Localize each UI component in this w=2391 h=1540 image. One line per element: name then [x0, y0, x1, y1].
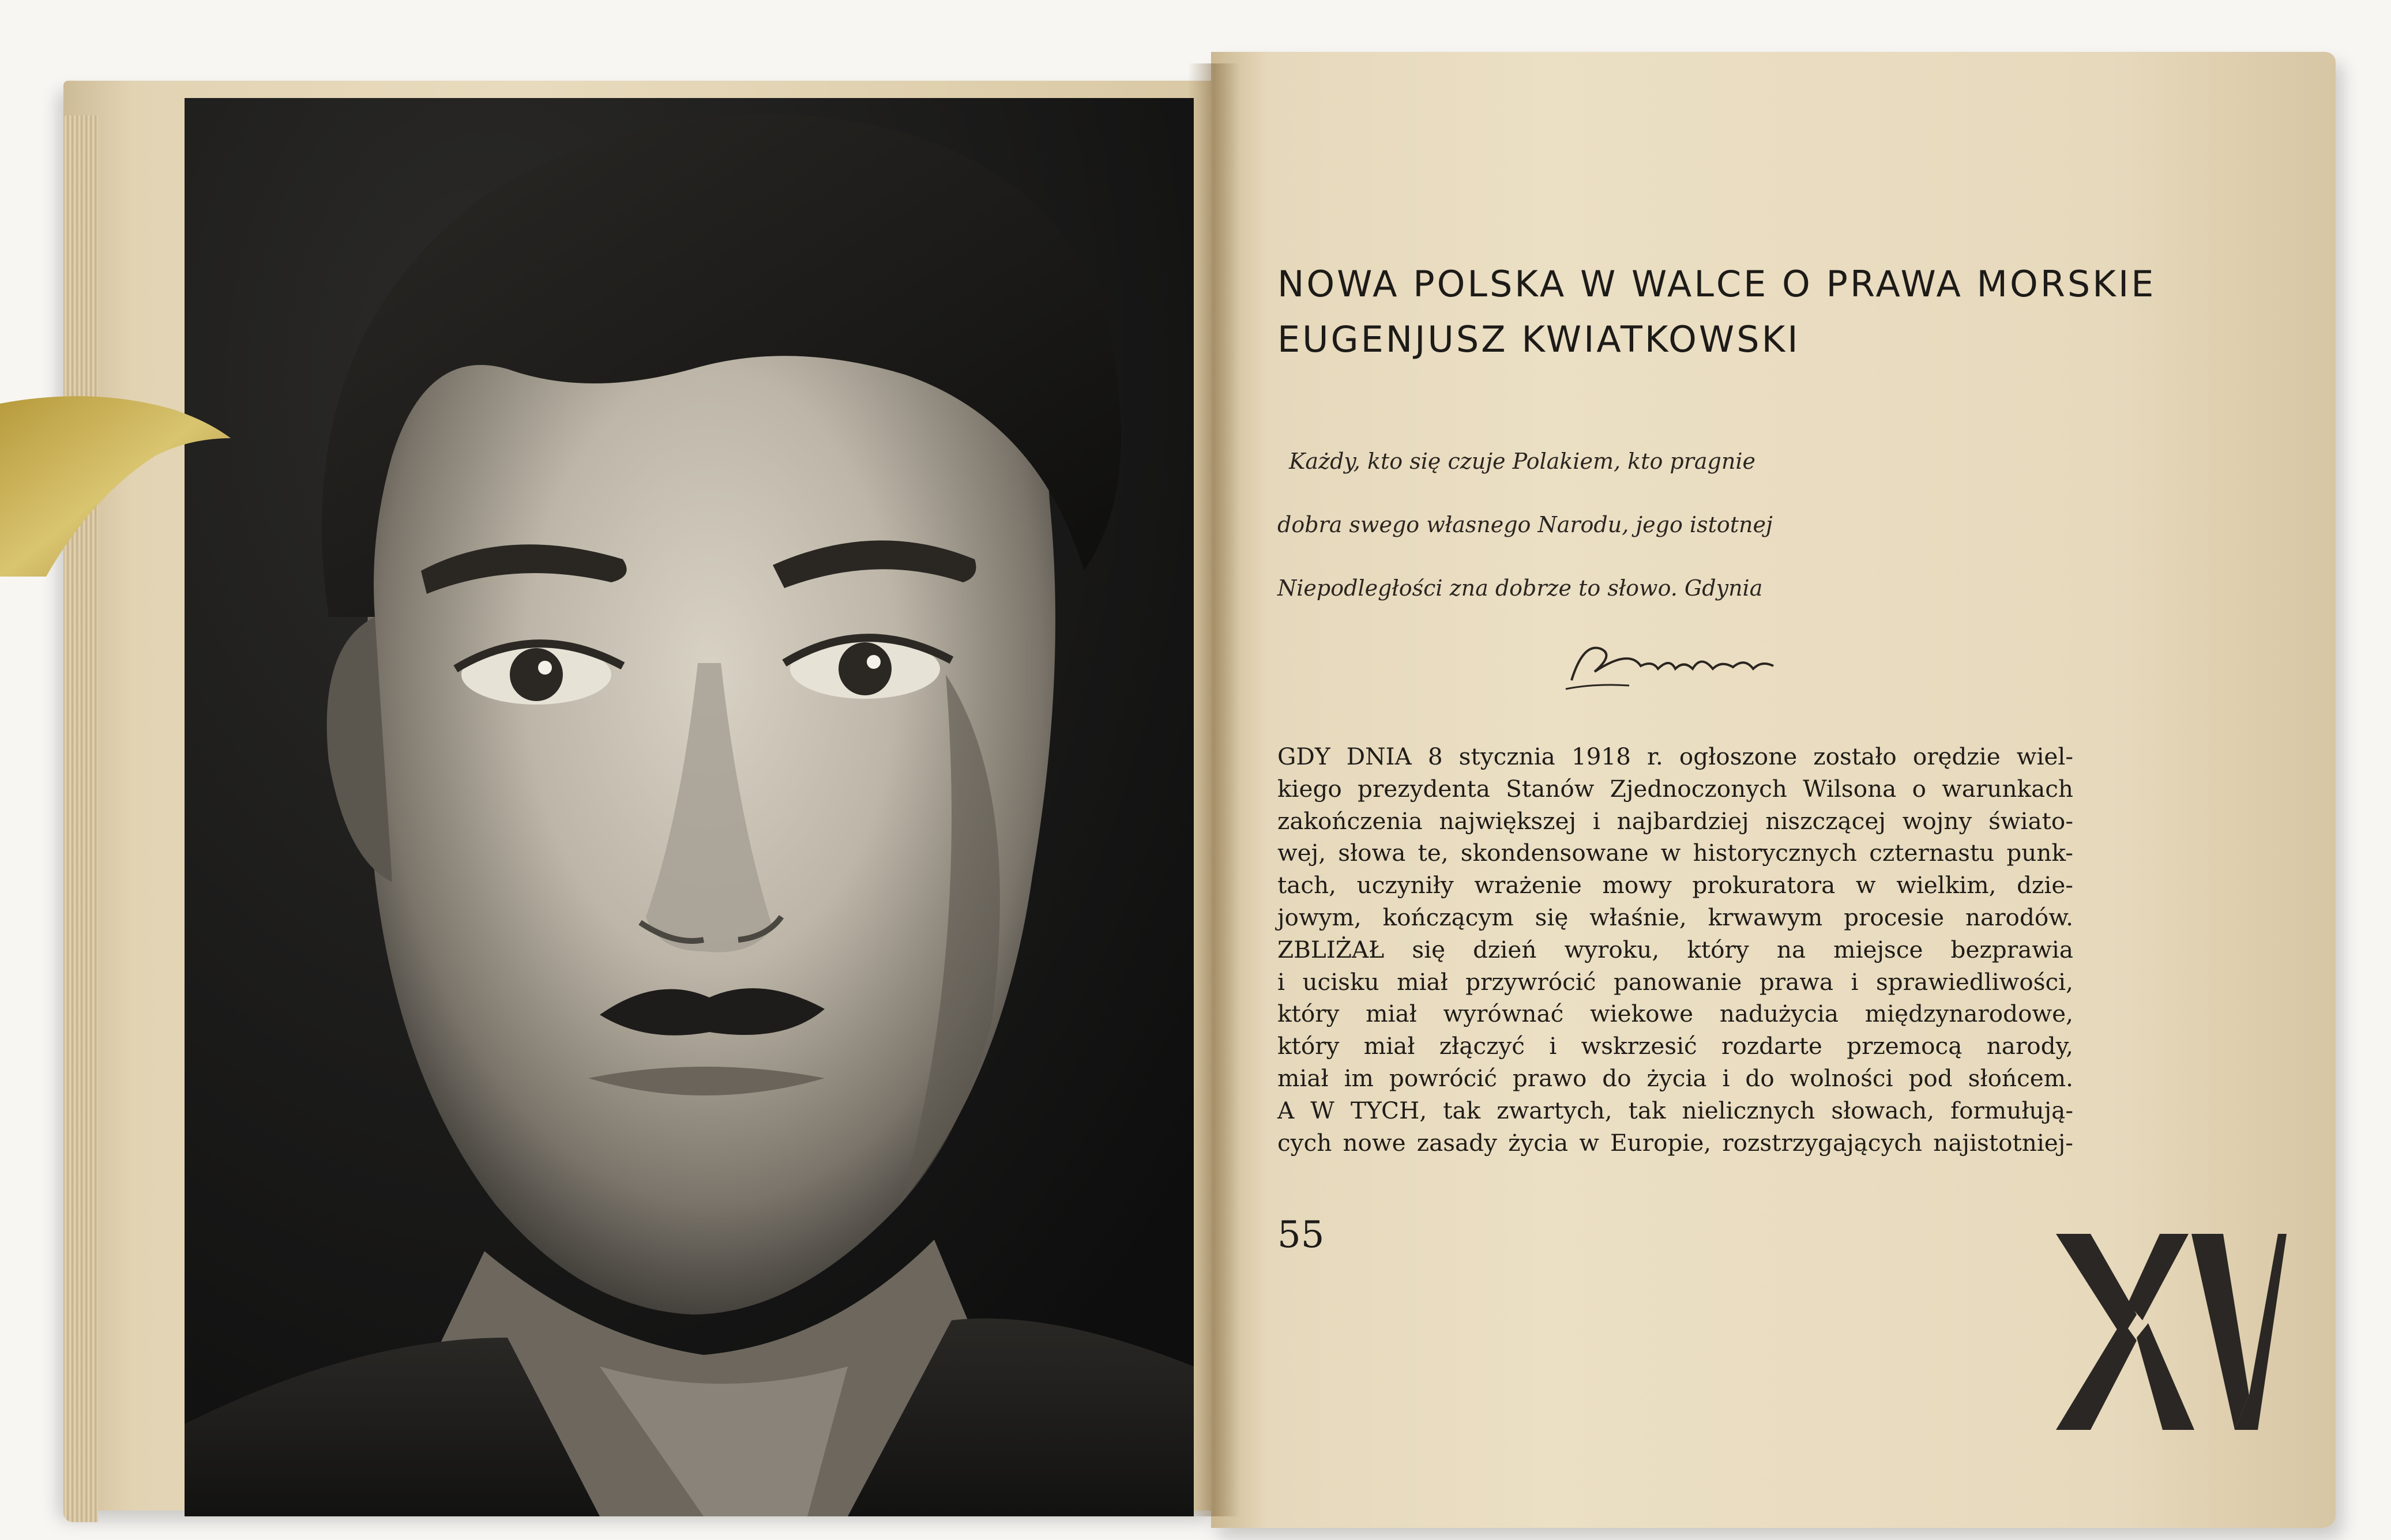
article-title	[1277, 257, 2156, 367]
body-line: który miał wyrównać wiekowe nadużycia międzynarodowe,	[1277, 1000, 2073, 1028]
portrait-photo	[185, 98, 1194, 1516]
body-line: cych nowe zasady życia w Europie, rozstrzygających najistotniej-	[1277, 1128, 2073, 1157]
dedication-line: Każdy, kto się czuje Polakiem, kto pragnie	[1289, 449, 1755, 474]
handwritten-dedication	[1277, 430, 1854, 620]
body-line: tach, uczyniły wrażenie mowy prokuratora w wielkim, dzie-	[1277, 871, 2073, 899]
body-line: kiego prezydenta Stanów Zjednoczonych Wilsona o warunkach	[1277, 774, 2073, 803]
portrait-illustration	[185, 98, 1194, 1516]
body-line: który miał złączyć i wskrzesić rozdarte przemocą narody,	[1277, 1032, 2073, 1060]
body-line: ZBLIŻAŁ się dzień wyroku, który na miejsce bezprawia	[1277, 935, 2073, 963]
page-number: 55	[1277, 1214, 1325, 1256]
body-line: miał im powrócić prawo do życia i do wolności pod słońcem.	[1277, 1064, 2073, 1092]
body-line: GDY DNIA 8 stycznia 1918 r. ogłoszone zostało orędzie wiel-	[1277, 743, 2073, 770]
article-body	[1277, 741, 2073, 1159]
handwritten-signature	[1560, 626, 1791, 695]
page-edges	[63, 115, 98, 1522]
title-line-author: EUGENJUSZ KWIATKOWSKI	[1277, 318, 1800, 360]
body-line: wej, słowa te, skondensowane w historycznych czternastu punk-	[1277, 839, 2073, 867]
title-line-main: NOWA POLSKA W WALCE O PRAWA MORSKIE	[1277, 263, 2156, 305]
dedication-line: dobra swego własnego Narodu, jego istotnej	[1277, 512, 1773, 537]
bookmark-ribbon	[0, 392, 242, 577]
dedication-line: Niepodległości zna dobrze to słowo. Gdynia	[1277, 575, 1763, 601]
book-gutter	[1188, 63, 1240, 1516]
body-line: i ucisku miał przywrócić panowanie prawa i sprawiedliwości,	[1277, 967, 2073, 996]
body-line: jowym, kończącym się właśnie, krwawym procesie narodów.	[1277, 903, 2073, 931]
body-line: zakończenia największej i najbardziej niszczącej wojny świato-	[1277, 807, 2073, 835]
body-line: A W TYCH, tak zwartych, tak nielicznych słowach, formułują-	[1277, 1096, 2073, 1124]
chapter-numeral	[2050, 1222, 2292, 1441]
